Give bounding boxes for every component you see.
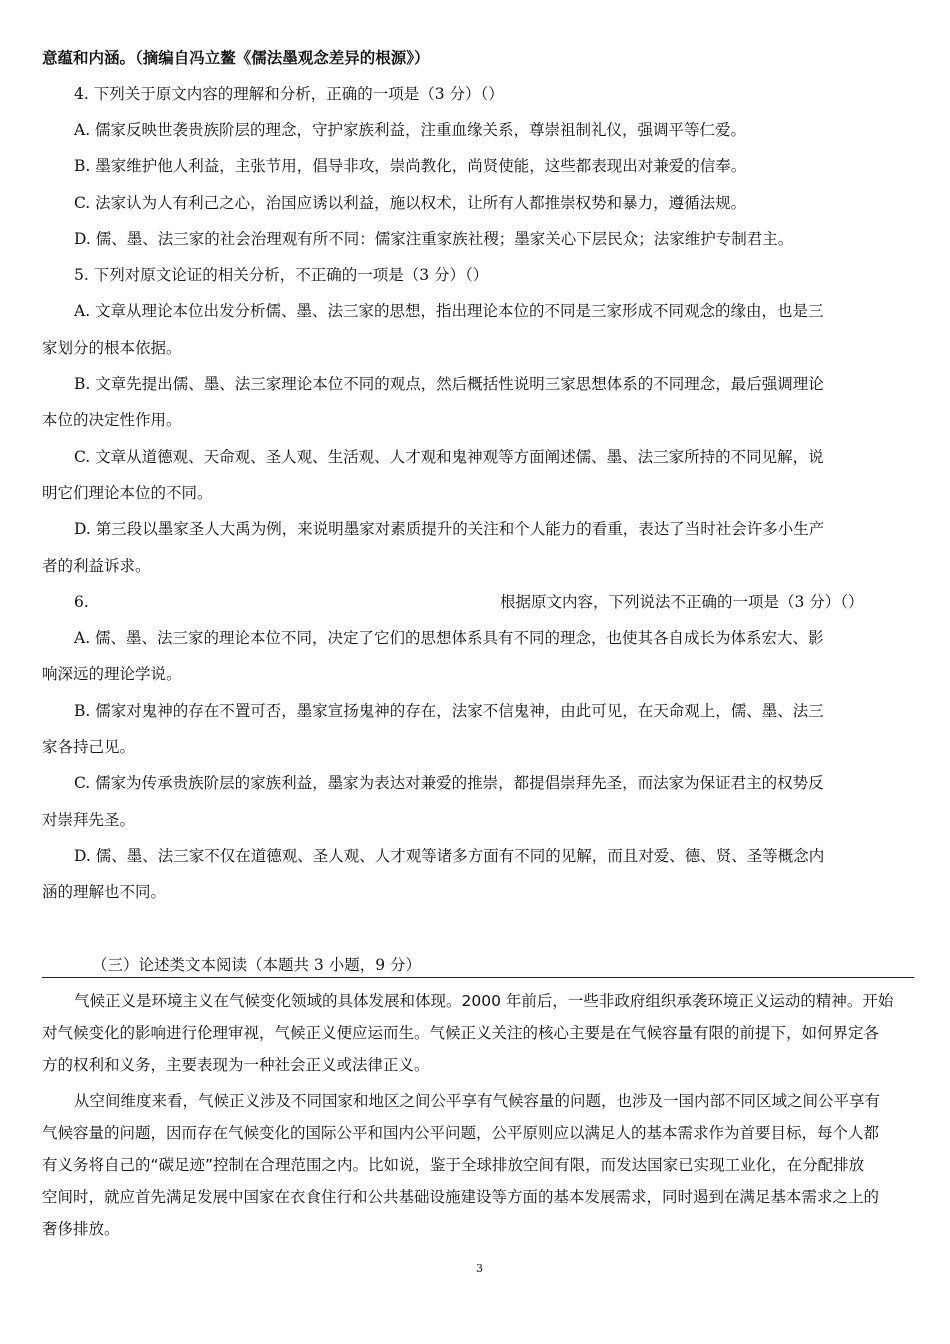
passage-p1-line-1: 气候正义是环境主义在气候变化领域的具体发展和体现。2000 年前后，一些非政府组织承袭环境正义运动的精神。开始 <box>74 992 894 1010</box>
question-6-option-d-cont: 涵的理解也不同。 <box>42 883 167 901</box>
question-5-option-b: B. 文章先提出儒、墨、法三家理论本位不同的观点，然后概括性说明三家思想体系的不同理念，最后强调理论 <box>74 375 824 393</box>
question-6-option-c: C. 儒家为传承贵族阶层的家族利益，墨家为表达对兼爱的推崇，都提倡崇拜先圣，而法家为保证君主的权势反 <box>74 774 824 792</box>
question-5-option-d-cont: 者的利益诉求。 <box>42 557 151 575</box>
question-4-option-d: D. 儒、墨、法三家的社会治理观有所不同：儒家注重家族社稷；墨家关心下层民众；法家维护专制君主。 <box>74 230 794 248</box>
page-number: 3 <box>476 1262 483 1275</box>
passage-p2-line-3: 有义务将自己的“碳足迹”控制在合理范围之内。比如说，鉴于全球排放空间有限，而发达国家已实现工业化，在分配排放 <box>42 1156 865 1174</box>
passage-p2-line-5: 奢侈排放。 <box>42 1220 120 1238</box>
section-3-heading: （三）论述类文本阅读（本题共 3 小题，9 分） <box>92 956 422 974</box>
passage-p1-line-3: 方的权利和义务，主要表现为一种社会正义或法律正义。 <box>42 1056 430 1074</box>
question-5-option-c: C. 文章从道德观、天命观、圣人观、生活观、人才观和鬼神观等方面阐述儒、墨、法三家所持的不同见解，说 <box>74 448 824 466</box>
question-4-option-a: A. 儒家反映世袭贵族阶层的理念，守护家族利益，注重血缘关系，尊崇祖制礼仪，强调平等仁爱。 <box>74 121 747 139</box>
question-5-option-a-cont: 家划分的根本依据。 <box>42 339 182 357</box>
question-4-option-b: B. 墨家维护他人利益，主张节用，倡导非攻，崇尚教化，尚贤使能，这些都表现出对兼爱的信奉。 <box>74 157 747 175</box>
question-6-option-a-cont: 响深远的理论学说。 <box>42 665 182 683</box>
question-6-option-a: A. 儒、墨、法三家的理论本位不同，决定了它们的思想体系具有不同的理念，也使其各自成长为体系宏大、影 <box>74 629 824 647</box>
question-4-option-c: C. 法家认为人有利己之心，治国应诱以利益，施以权术，让所有人都推崇权势和暴力，遵循法规。 <box>74 194 747 212</box>
question-5-stem: 5. 下列对原文论证的相关分析，不正确的一项是（3 分）（） <box>74 266 489 284</box>
question-6-option-c-cont: 对崇拜先圣。 <box>42 811 136 829</box>
question-5-option-d: D. 第三段以墨家圣人大禹为例，来说明墨家对素质提升的关注和个人能力的看重，表达了当时社会许多小生产 <box>74 520 825 538</box>
question-6-option-b: B. 儒家对鬼神的存在不置可否，墨家宣扬鬼神的存在，法家不信鬼神，由此可见，在天命观上，儒、墨、法三 <box>74 702 824 720</box>
question-6-number: 6. <box>74 593 89 611</box>
question-5-option-a: A. 文章从理论本位出发分析儒、墨、法三家的思想，指出理论本位的不同是三家形成不同观念的缘由，也是三 <box>74 302 824 320</box>
question-4-stem: 4. 下列关于原文内容的理解和分析，正确的一项是（3 分）（） <box>74 85 504 103</box>
passage-p2-line-1: 从空间维度来看，气候正义涉及不同国家和地区之间公平享有气候容量的问题，也涉及一国内部不同区域之间公平享有 <box>74 1092 881 1110</box>
question-5-option-b-cont: 本位的决定性作用。 <box>42 411 182 429</box>
source-citation: 意蕴和内涵。（摘编自冯立鳌《儒法墨观念差异的根源》） <box>42 49 430 67</box>
passage-p2-line-2: 气候容量的问题，因而存在气候变化的国际公平和国内公平问题，公平原则应以满足人的基本需求作为首要目标，每个人都 <box>42 1124 880 1142</box>
section-divider <box>42 977 914 978</box>
question-6-option-b-cont: 家各持己见。 <box>42 738 136 756</box>
passage-p2-line-4: 空间时，就应首先满足发展中国家在衣食住行和公共基础设施建设等方面的基本发展需求，同时遏到在满足基本需求之上的 <box>42 1188 880 1206</box>
question-6-option-d: D. 儒、墨、法三家不仅在道德观、圣人观、人才观等诸多方面有不同的见解，而且对爱、德、贤、圣等概念内 <box>74 847 825 865</box>
question-6-stem: 根据原文内容，下列说法不正确的一项是（3 分）（） <box>500 593 864 611</box>
question-5-option-c-cont: 明它们理论本位的不同。 <box>42 484 213 502</box>
passage-p1-line-2: 对气候变化的影响进行伦理审视，气候正义便应运而生。气候正义关注的核心主要是在气候容量有限的前提下，如何界定各 <box>42 1024 880 1042</box>
